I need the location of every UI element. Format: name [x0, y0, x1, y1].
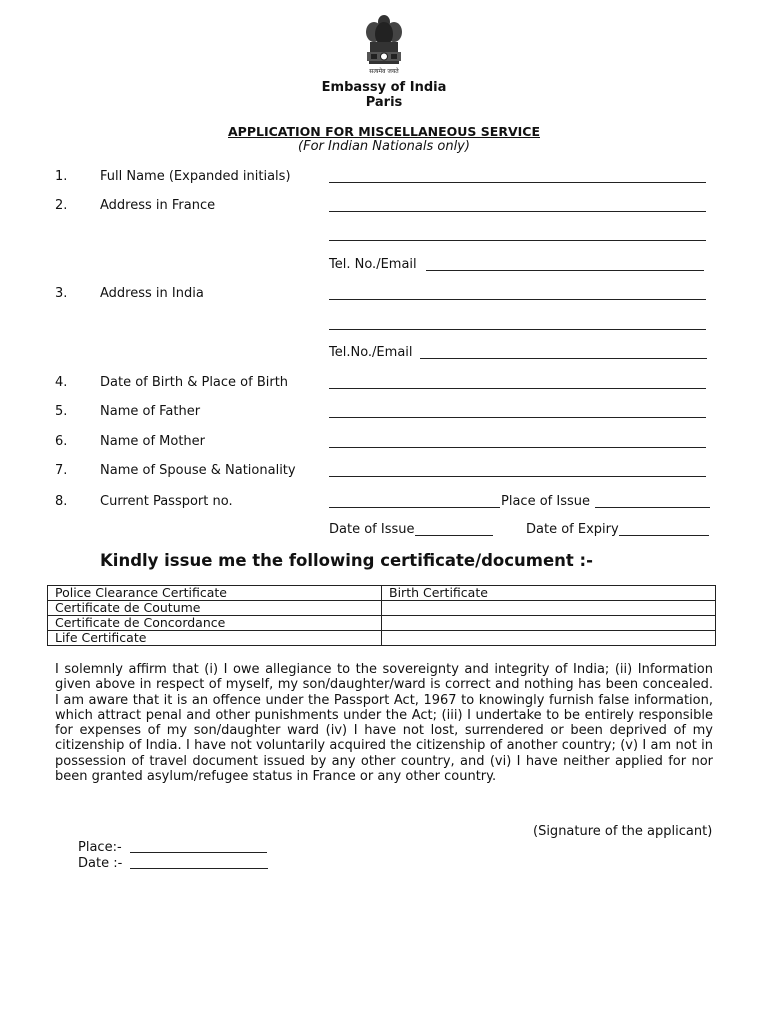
india-contact-field[interactable]	[420, 358, 707, 359]
field-label-india-contact: Tel.No./Email	[329, 345, 413, 360]
field-label-date-of-expiry: Date of Expiry	[526, 522, 619, 537]
emblem-motto: सत्यमेव जयते	[369, 68, 399, 75]
india-state-emblem-icon	[362, 12, 406, 78]
field-label-france-contact: Tel. No./Email	[329, 257, 417, 272]
certificate-option[interactable]: Police Clearance Certificate	[48, 586, 382, 601]
passport-number-field[interactable]	[329, 507, 500, 508]
field-number: 8.	[55, 494, 68, 509]
field-label-date-of-issue: Date of Issue	[329, 522, 415, 537]
field-number: 3.	[55, 286, 68, 301]
field-number: 2.	[55, 198, 68, 213]
certificate-option[interactable]	[382, 616, 716, 631]
field-label-spouse: Name of Spouse & Nationality	[100, 463, 296, 478]
field-label-mother: Name of Mother	[100, 434, 205, 449]
date-field[interactable]	[130, 868, 268, 869]
father-name-field[interactable]	[329, 417, 706, 418]
certificate-option[interactable]: Certificate de Concordance	[48, 616, 382, 631]
table-row	[48, 601, 716, 616]
address-india-line-2-field[interactable]	[329, 329, 706, 330]
embassy-name: Embassy of India	[321, 80, 447, 95]
field-label-place-of-issue: Place of Issue	[501, 494, 590, 509]
table-row	[48, 631, 716, 646]
place-label: Place:-	[78, 840, 122, 855]
address-india-line-1-field[interactable]	[329, 299, 706, 300]
form-title: APPLICATION FOR MISCELLANEOUS SERVICE	[228, 124, 540, 139]
field-label-address-france: Address in France	[100, 198, 216, 213]
address-france-line-2-field[interactable]	[329, 240, 706, 241]
place-field[interactable]	[130, 852, 267, 853]
date-of-issue-field[interactable]	[415, 535, 493, 536]
mother-name-field[interactable]	[329, 447, 706, 448]
field-label-full-name: Full Name (Expanded initials)	[100, 169, 291, 184]
full-name-field[interactable]	[329, 182, 706, 183]
certificate-option[interactable]	[382, 631, 716, 646]
certificate-table	[47, 585, 716, 646]
form-subtitle: (For Indian Nationals only)	[298, 139, 470, 154]
table-row	[48, 616, 716, 631]
field-number: 5.	[55, 404, 68, 419]
field-label-address-india: Address in India	[100, 286, 204, 301]
certificate-option[interactable]	[382, 601, 716, 616]
certificate-option[interactable]: Certificate de Coutume	[48, 601, 382, 616]
field-number: 7.	[55, 463, 68, 478]
field-number: 1.	[55, 169, 68, 184]
date-of-expiry-field[interactable]	[619, 535, 709, 536]
affirmation-text: I solemnly affirm that (i) I owe allegiance to the sovereignty and integrity of India; (ii) Information given above in respect of myself, my son/daughter/ward is correct and nothing has been concealed. I am aware that it is an offence under the Passport Act, 1967 to knowingly furnish false information, which attract penal and other punishments under the Act; (iii) I undertake to be entirely responsible for expenses of my son/daughter ward (iv) I have not lost, surrendered or been deprived of my citizenship of India. I have not voluntarily acquired the citizenship of another country; (v) I am not in possession of travel document issued by any other country, and (vi) I have neither applied for nor been granted asylum/refugee status in France or any other country.	[55, 662, 713, 785]
table-row	[48, 586, 716, 601]
place-of-issue-field[interactable]	[595, 507, 710, 508]
date-label: Date :-	[78, 856, 123, 871]
field-number: 4.	[55, 375, 68, 390]
request-heading: Kindly issue me the following certificate/document :-	[100, 551, 593, 570]
birth-date-place-field[interactable]	[329, 388, 706, 389]
field-number: 6.	[55, 434, 68, 449]
address-france-line-1-field[interactable]	[329, 211, 706, 212]
field-label-birth: Date of Birth & Place of Birth	[100, 375, 289, 390]
field-label-passport: Current Passport no.	[100, 494, 233, 509]
france-contact-field[interactable]	[426, 270, 704, 271]
signature-label: (Signature of the applicant)	[533, 824, 713, 839]
field-label-father: Name of Father	[100, 404, 201, 419]
certificate-option[interactable]: Birth Certificate	[382, 586, 716, 601]
certificate-option[interactable]: Life Certificate	[48, 631, 382, 646]
spouse-nationality-field[interactable]	[329, 476, 706, 477]
embassy-city: Paris	[365, 95, 403, 110]
